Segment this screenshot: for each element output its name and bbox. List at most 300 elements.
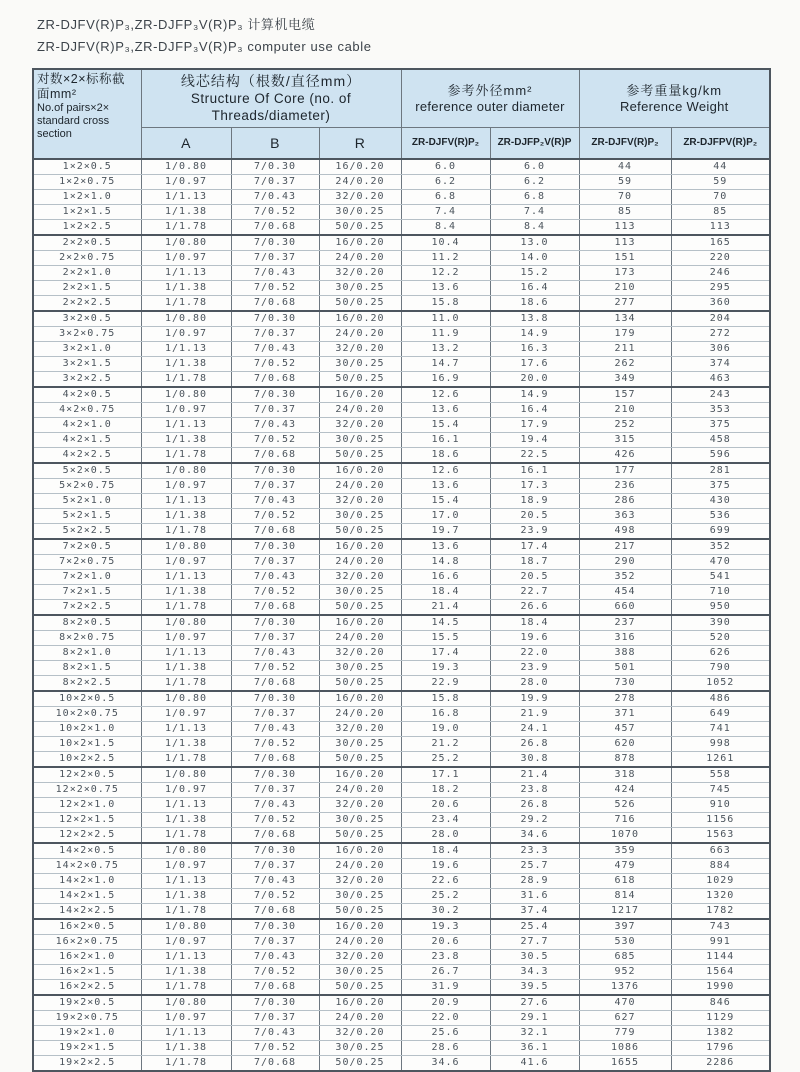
cell-od-djfp: 17.6	[490, 357, 579, 372]
cell-structure-a: 1/0.97	[141, 175, 231, 190]
cell-structure-r: 24/0.20	[319, 555, 401, 570]
cell-weight-djfv: 730	[579, 676, 671, 692]
table-row	[33, 509, 770, 524]
cell-structure-a: 1/0.80	[141, 463, 231, 479]
cell-structure-r: 16/0.20	[319, 767, 401, 783]
cell-structure-b: 7/0.30	[231, 995, 319, 1011]
cell-od-djfv: 13.6	[401, 403, 490, 418]
cell-weight-djfpv: 790	[671, 661, 770, 676]
cell-weight-djfv: 454	[579, 585, 671, 600]
cell-od-djfv: 19.0	[401, 722, 490, 737]
cell-od-djfp: 21.4	[490, 767, 579, 783]
cell-structure-r: 32/0.20	[319, 950, 401, 965]
table-row	[33, 646, 770, 661]
cell-structure-b: 7/0.37	[231, 935, 319, 950]
cell-structure-r: 50/0.25	[319, 828, 401, 844]
cell-structure-r: 32/0.20	[319, 570, 401, 585]
cell-od-djfv: 6.0	[401, 159, 490, 175]
table-row	[33, 266, 770, 281]
table-row	[33, 889, 770, 904]
cell-weight-djfv: 179	[579, 327, 671, 342]
cell-od-djfv: 16.6	[401, 570, 490, 585]
cell-weight-djfpv: 741	[671, 722, 770, 737]
cell-od-djfp: 19.9	[490, 691, 579, 707]
cell-structure-a: 1/0.80	[141, 387, 231, 403]
cell-structure-b: 7/0.30	[231, 463, 319, 479]
cell-structure-r: 24/0.20	[319, 403, 401, 418]
cell-pairs: 5×2×0.5	[33, 463, 141, 479]
cell-od-djfv: 16.1	[401, 433, 490, 448]
cell-structure-r: 30/0.25	[319, 737, 401, 752]
cell-od-djfp: 23.9	[490, 524, 579, 540]
cell-pairs: 8×2×0.5	[33, 615, 141, 631]
cell-weight-djfv: 315	[579, 433, 671, 448]
cell-structure-a: 1/0.80	[141, 843, 231, 859]
cell-structure-a: 1/1.13	[141, 1026, 231, 1041]
cell-weight-djfv: 1070	[579, 828, 671, 844]
cell-od-djfp: 22.7	[490, 585, 579, 600]
table-row	[33, 539, 770, 555]
cell-structure-b: 7/0.43	[231, 266, 319, 281]
cell-od-djfv: 21.4	[401, 600, 490, 616]
cell-weight-djfv: 316	[579, 631, 671, 646]
cell-structure-a: 1/0.80	[141, 235, 231, 251]
cell-od-djfp: 18.6	[490, 296, 579, 312]
header-od-type-djfv: ZR-DJFV(R)P₂	[401, 127, 490, 159]
cell-structure-b: 7/0.68	[231, 676, 319, 692]
cell-od-djfp: 16.4	[490, 403, 579, 418]
header-outer-diameter-zh: 参考外径mm²	[447, 82, 533, 98]
cell-pairs: 4×2×1.0	[33, 418, 141, 433]
cell-weight-djfv: 59	[579, 175, 671, 190]
cell-structure-a: 1/0.80	[141, 919, 231, 935]
cell-od-djfv: 13.6	[401, 539, 490, 555]
cell-structure-a: 1/1.78	[141, 448, 231, 464]
cell-structure-b: 7/0.30	[231, 767, 319, 783]
cell-weight-djfv: 457	[579, 722, 671, 737]
cell-weight-djfv: 470	[579, 995, 671, 1011]
cell-weight-djfpv: 1564	[671, 965, 770, 980]
cell-structure-b: 7/0.30	[231, 235, 319, 251]
cell-structure-b: 7/0.30	[231, 539, 319, 555]
cell-pairs: 3×2×1.0	[33, 342, 141, 357]
cell-od-djfv: 14.7	[401, 357, 490, 372]
table-row	[33, 1041, 770, 1056]
cell-structure-a: 1/1.38	[141, 585, 231, 600]
cell-pairs: 19×2×0.5	[33, 995, 141, 1011]
cell-od-djfv: 14.5	[401, 615, 490, 631]
table-row	[33, 220, 770, 236]
cell-od-djfp: 30.5	[490, 950, 579, 965]
cell-od-djfv: 13.6	[401, 479, 490, 494]
cell-od-djfv: 23.8	[401, 950, 490, 965]
cell-od-djfp: 23.9	[490, 661, 579, 676]
cell-weight-djfpv: 745	[671, 783, 770, 798]
table-row	[33, 327, 770, 342]
cell-weight-djfv: 277	[579, 296, 671, 312]
cell-weight-djfv: 397	[579, 919, 671, 935]
cell-od-djfv: 20.9	[401, 995, 490, 1011]
cell-od-djfp: 30.8	[490, 752, 579, 768]
cell-od-djfp: 6.2	[490, 175, 579, 190]
cell-od-djfv: 18.6	[401, 448, 490, 464]
table-row	[33, 813, 770, 828]
cell-weight-djfv: 211	[579, 342, 671, 357]
cell-structure-r: 32/0.20	[319, 418, 401, 433]
cell-structure-a: 1/1.13	[141, 190, 231, 205]
cell-weight-djfv: 363	[579, 509, 671, 524]
header-structure-a: A	[141, 127, 231, 159]
cell-weight-djfpv: 1796	[671, 1041, 770, 1056]
table-row	[33, 235, 770, 251]
cell-od-djfv: 28.6	[401, 1041, 490, 1056]
cell-od-djfp: 34.6	[490, 828, 579, 844]
cell-od-djfp: 29.1	[490, 1011, 579, 1026]
cell-structure-b: 7/0.43	[231, 950, 319, 965]
cell-weight-djfpv: 470	[671, 555, 770, 570]
cell-pairs: 4×2×2.5	[33, 448, 141, 464]
cell-weight-djfv: 685	[579, 950, 671, 965]
cell-structure-a: 1/0.80	[141, 539, 231, 555]
cell-structure-a: 1/1.78	[141, 904, 231, 920]
cell-weight-djfv: 173	[579, 266, 671, 281]
cell-weight-djfv: 814	[579, 889, 671, 904]
page-title-line1: ZR-DJFV(R)P₃,ZR-DJFP₃V(R)P₃ 计算机电缆	[37, 17, 316, 32]
cell-od-djfv: 15.4	[401, 418, 490, 433]
cell-od-djfv: 19.7	[401, 524, 490, 540]
cell-weight-djfpv: 375	[671, 418, 770, 433]
table-row	[33, 585, 770, 600]
cell-structure-r: 32/0.20	[319, 190, 401, 205]
cell-structure-r: 50/0.25	[319, 600, 401, 616]
cell-od-djfp: 26.6	[490, 600, 579, 616]
cell-weight-djfpv: 1990	[671, 980, 770, 996]
cell-weight-djfv: 716	[579, 813, 671, 828]
cell-structure-a: 1/1.38	[141, 889, 231, 904]
cell-od-djfv: 15.4	[401, 494, 490, 509]
cell-od-djfv: 13.2	[401, 342, 490, 357]
cell-weight-djfpv: 204	[671, 311, 770, 327]
cell-structure-b: 7/0.43	[231, 342, 319, 357]
cell-od-djfv: 22.0	[401, 1011, 490, 1026]
cell-structure-b: 7/0.37	[231, 707, 319, 722]
cell-pairs: 12×2×1.5	[33, 813, 141, 828]
cell-structure-b: 7/0.52	[231, 965, 319, 980]
cell-od-djfp: 37.4	[490, 904, 579, 920]
cell-od-djfv: 15.8	[401, 691, 490, 707]
cell-pairs: 14×2×0.5	[33, 843, 141, 859]
table-row	[33, 1011, 770, 1026]
cell-weight-djfpv: 663	[671, 843, 770, 859]
cell-structure-b: 7/0.37	[231, 251, 319, 266]
cell-structure-b: 7/0.30	[231, 311, 319, 327]
cell-structure-b: 7/0.37	[231, 403, 319, 418]
table-row	[33, 311, 770, 327]
cell-structure-r: 24/0.20	[319, 935, 401, 950]
cell-weight-djfv: 177	[579, 463, 671, 479]
table-row	[33, 494, 770, 509]
cell-od-djfv: 21.2	[401, 737, 490, 752]
cell-od-djfv: 15.8	[401, 296, 490, 312]
cell-weight-djfpv: 360	[671, 296, 770, 312]
header-structure-en: Structure Of Core (no. of Threads/diameter)	[190, 91, 352, 124]
cell-structure-b: 7/0.43	[231, 1026, 319, 1041]
cell-structure-a: 1/1.78	[141, 828, 231, 844]
table-row	[33, 418, 770, 433]
cell-od-djfp: 23.8	[490, 783, 579, 798]
cell-od-djfv: 28.0	[401, 828, 490, 844]
cell-od-djfp: 23.3	[490, 843, 579, 859]
cell-structure-a: 1/0.80	[141, 995, 231, 1011]
cell-structure-r: 16/0.20	[319, 691, 401, 707]
cell-pairs: 16×2×2.5	[33, 980, 141, 996]
cell-structure-b: 7/0.37	[231, 555, 319, 570]
table-row	[33, 691, 770, 707]
cell-weight-djfpv: 390	[671, 615, 770, 631]
cell-weight-djfpv: 1029	[671, 874, 770, 889]
cell-od-djfp: 14.0	[490, 251, 579, 266]
cell-structure-r: 32/0.20	[319, 874, 401, 889]
cell-weight-djfpv: 1261	[671, 752, 770, 768]
cell-weight-djfv: 290	[579, 555, 671, 570]
cell-od-djfv: 12.6	[401, 463, 490, 479]
cell-weight-djfv: 134	[579, 311, 671, 327]
cell-weight-djfpv: 991	[671, 935, 770, 950]
cell-od-djfp: 6.0	[490, 159, 579, 175]
header-weight	[579, 69, 770, 127]
cell-weight-djfpv: 541	[671, 570, 770, 585]
cell-od-djfv: 23.4	[401, 813, 490, 828]
cell-od-djfp: 22.0	[490, 646, 579, 661]
cell-weight-djfv: 878	[579, 752, 671, 768]
cell-weight-djfpv: 558	[671, 767, 770, 783]
cell-weight-djfv: 236	[579, 479, 671, 494]
header-outer-diameter	[401, 69, 579, 127]
cell-od-djfv: 12.6	[401, 387, 490, 403]
cell-structure-r: 24/0.20	[319, 1011, 401, 1026]
header-structure-b: B	[231, 127, 319, 159]
cell-od-djfv: 14.8	[401, 555, 490, 570]
cell-od-djfp: 24.1	[490, 722, 579, 737]
cell-structure-a: 1/1.13	[141, 722, 231, 737]
cell-weight-djfpv: 1144	[671, 950, 770, 965]
cell-structure-a: 1/0.97	[141, 707, 231, 722]
cell-weight-djfpv: 1052	[671, 676, 770, 692]
table-row	[33, 843, 770, 859]
cell-structure-a: 1/1.38	[141, 1041, 231, 1056]
cell-pairs: 10×2×0.5	[33, 691, 141, 707]
cell-structure-r: 24/0.20	[319, 251, 401, 266]
cell-structure-b: 7/0.52	[231, 737, 319, 752]
cell-weight-djfpv: 246	[671, 266, 770, 281]
cell-structure-a: 1/0.80	[141, 767, 231, 783]
cell-od-djfp: 14.9	[490, 327, 579, 342]
cell-od-djfp: 41.6	[490, 1056, 579, 1072]
table-row	[33, 783, 770, 798]
header-pairs-en: No.of pairs×2× standard cross section	[37, 102, 110, 140]
cell-structure-r: 24/0.20	[319, 631, 401, 646]
cell-pairs: 8×2×1.0	[33, 646, 141, 661]
cell-weight-djfv: 262	[579, 357, 671, 372]
cell-weight-djfpv: 430	[671, 494, 770, 509]
cell-structure-a: 1/1.13	[141, 798, 231, 813]
cell-od-djfp: 27.6	[490, 995, 579, 1011]
cell-structure-r: 50/0.25	[319, 676, 401, 692]
cell-pairs: 5×2×1.5	[33, 509, 141, 524]
cell-od-djfv: 8.4	[401, 220, 490, 236]
cell-weight-djfv: 210	[579, 403, 671, 418]
cell-structure-r: 16/0.20	[319, 311, 401, 327]
cell-pairs: 1×2×1.5	[33, 205, 141, 220]
cell-weight-djfv: 217	[579, 539, 671, 555]
cell-structure-b: 7/0.30	[231, 691, 319, 707]
cell-structure-b: 7/0.52	[231, 281, 319, 296]
cell-weight-djfpv: 113	[671, 220, 770, 236]
cell-od-djfp: 26.8	[490, 798, 579, 813]
table-row	[33, 828, 770, 844]
cell-weight-djfpv: 1129	[671, 1011, 770, 1026]
cell-weight-djfpv: 1782	[671, 904, 770, 920]
cell-structure-a: 1/0.97	[141, 631, 231, 646]
table-row	[33, 524, 770, 540]
cell-weight-djfv: 530	[579, 935, 671, 950]
table-row	[33, 1056, 770, 1072]
cell-weight-djfv: 151	[579, 251, 671, 266]
cell-weight-djfpv: 463	[671, 372, 770, 388]
cell-structure-b: 7/0.37	[231, 1011, 319, 1026]
header-weight-zh: 参考重量kg/km	[626, 82, 723, 98]
cell-pairs: 5×2×1.0	[33, 494, 141, 509]
cell-structure-r: 50/0.25	[319, 524, 401, 540]
cell-weight-djfv: 113	[579, 235, 671, 251]
cell-od-djfv: 17.0	[401, 509, 490, 524]
cell-structure-b: 7/0.37	[231, 327, 319, 342]
cell-od-djfp: 39.5	[490, 980, 579, 996]
cell-structure-r: 30/0.25	[319, 281, 401, 296]
cell-pairs: 7×2×2.5	[33, 600, 141, 616]
cell-weight-djfpv: 70	[671, 190, 770, 205]
cell-structure-r: 50/0.25	[319, 220, 401, 236]
cell-weight-djfpv: 353	[671, 403, 770, 418]
cell-od-djfv: 17.4	[401, 646, 490, 661]
cell-weight-djfv: 1376	[579, 980, 671, 996]
cell-weight-djfv: 1217	[579, 904, 671, 920]
cell-pairs: 2×2×0.5	[33, 235, 141, 251]
cell-structure-a: 1/1.13	[141, 874, 231, 889]
cell-od-djfp: 19.6	[490, 631, 579, 646]
cell-weight-djfv: 113	[579, 220, 671, 236]
table-row	[33, 874, 770, 889]
cell-od-djfv: 25.2	[401, 889, 490, 904]
table-row	[33, 448, 770, 464]
table-row	[33, 722, 770, 737]
cell-weight-djfv: 424	[579, 783, 671, 798]
cell-od-djfp: 17.4	[490, 539, 579, 555]
cell-structure-a: 1/1.78	[141, 600, 231, 616]
cell-weight-djfv: 498	[579, 524, 671, 540]
cell-weight-djfpv: 295	[671, 281, 770, 296]
table-row	[33, 372, 770, 388]
cell-pairs: 10×2×1.0	[33, 722, 141, 737]
cell-pairs: 4×2×0.5	[33, 387, 141, 403]
cell-structure-b: 7/0.30	[231, 843, 319, 859]
cell-structure-b: 7/0.68	[231, 600, 319, 616]
cell-od-djfp: 7.4	[490, 205, 579, 220]
cell-weight-djfpv: 743	[671, 919, 770, 935]
cell-structure-a: 1/0.97	[141, 327, 231, 342]
cell-structure-r: 32/0.20	[319, 722, 401, 737]
cell-structure-b: 7/0.52	[231, 585, 319, 600]
cell-weight-djfv: 779	[579, 1026, 671, 1041]
cell-pairs: 3×2×0.75	[33, 327, 141, 342]
cell-structure-a: 1/1.13	[141, 570, 231, 585]
cell-structure-r: 16/0.20	[319, 843, 401, 859]
cell-structure-r: 24/0.20	[319, 327, 401, 342]
cell-structure-r: 30/0.25	[319, 889, 401, 904]
cell-weight-djfpv: 950	[671, 600, 770, 616]
cell-structure-a: 1/1.13	[141, 418, 231, 433]
cell-weight-djfv: 1655	[579, 1056, 671, 1072]
cell-structure-a: 1/1.13	[141, 494, 231, 509]
cell-weight-djfv: 388	[579, 646, 671, 661]
cell-structure-b: 7/0.43	[231, 646, 319, 661]
cell-od-djfp: 16.3	[490, 342, 579, 357]
cell-od-djfp: 16.1	[490, 463, 579, 479]
cell-structure-a: 1/0.80	[141, 691, 231, 707]
cell-od-djfp: 15.2	[490, 266, 579, 281]
cell-structure-r: 16/0.20	[319, 235, 401, 251]
cell-pairs: 8×2×1.5	[33, 661, 141, 676]
cell-od-djfv: 11.2	[401, 251, 490, 266]
table-row	[33, 707, 770, 722]
table-row	[33, 919, 770, 935]
cell-weight-djfv: 627	[579, 1011, 671, 1026]
cell-structure-r: 32/0.20	[319, 266, 401, 281]
page-title-line2: ZR-DJFV(R)P₃,ZR-DJFP₃V(R)P₃ computer use cable	[37, 39, 372, 54]
cell-pairs: 8×2×2.5	[33, 676, 141, 692]
header-pairs-zh: 对数×2×标称截面mm²	[37, 72, 126, 101]
table-row	[33, 281, 770, 296]
cell-structure-a: 1/0.97	[141, 479, 231, 494]
cell-pairs: 16×2×0.5	[33, 919, 141, 935]
cell-structure-r: 30/0.25	[319, 585, 401, 600]
cell-structure-b: 7/0.43	[231, 190, 319, 205]
cell-od-djfp: 21.9	[490, 707, 579, 722]
cell-pairs: 5×2×0.75	[33, 479, 141, 494]
cell-pairs: 2×2×1.0	[33, 266, 141, 281]
header-weight-en: Reference Weight	[619, 98, 729, 114]
table-row	[33, 995, 770, 1011]
table-row	[33, 463, 770, 479]
cell-od-djfv: 31.9	[401, 980, 490, 996]
cell-structure-b: 7/0.43	[231, 494, 319, 509]
table-row	[33, 859, 770, 874]
cell-od-djfp: 17.9	[490, 418, 579, 433]
header-od-type-djfp: ZR-DJFP₂V(R)P	[490, 127, 579, 159]
cell-structure-b: 7/0.30	[231, 615, 319, 631]
cell-od-djfv: 11.0	[401, 311, 490, 327]
cell-od-djfv: 26.7	[401, 965, 490, 980]
cell-od-djfp: 20.0	[490, 372, 579, 388]
header-weight-type-djfv: ZR-DJFV(R)P₂	[579, 127, 671, 159]
cell-weight-djfpv: 699	[671, 524, 770, 540]
cell-od-djfp: 17.3	[490, 479, 579, 494]
cell-pairs: 8×2×0.75	[33, 631, 141, 646]
table-row	[33, 661, 770, 676]
cell-od-djfp: 13.8	[490, 311, 579, 327]
cell-pairs: 2×2×1.5	[33, 281, 141, 296]
table-row	[33, 600, 770, 616]
